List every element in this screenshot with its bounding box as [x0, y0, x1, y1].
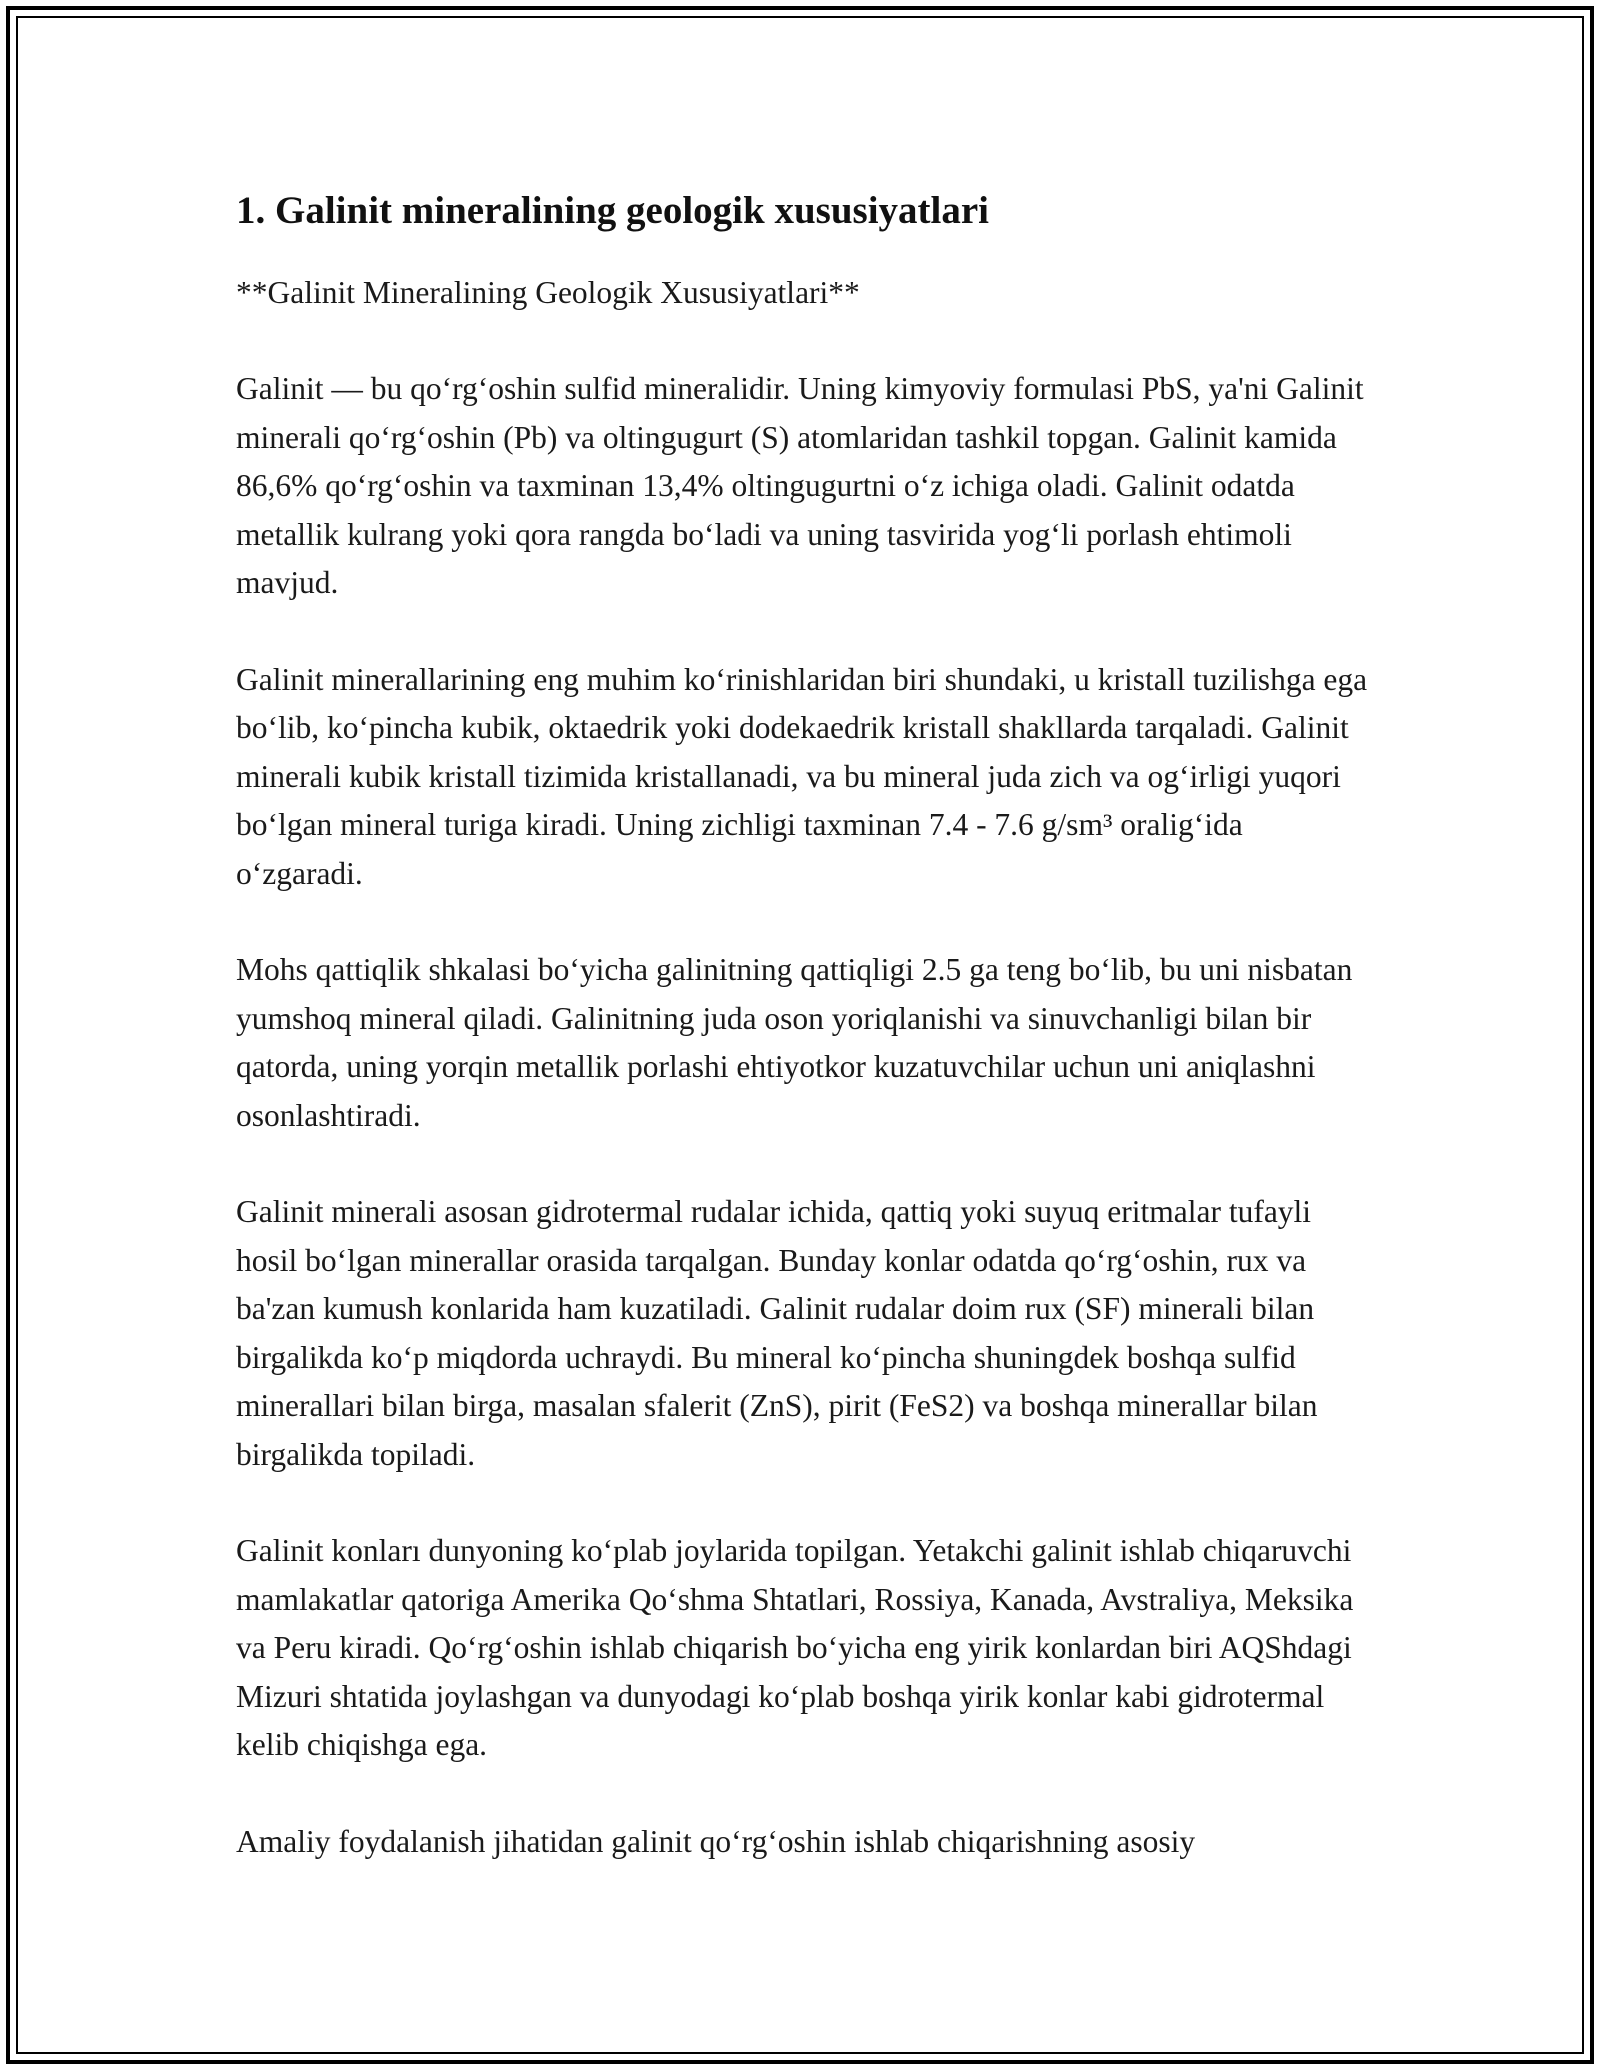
paragraph-4: Galinit minerali asosan gidrotermal rudalar ichida, qattiq yoki suyuq eritmalar tufayli hosil bo‘lgan minerallar orasida tarqalgan. Bunday konlar odatda qo‘rg‘oshin, rux va ba'zan kumush konlarida ham kuzatiladi. Galinit rudalar doim rux (SF) minerali bilan birgalikda ko‘p miqdorda uchraydi. Bu mineral ko‘pincha shuningdek boshqa sulfid minerallari bilan birga, masalan sfalerit (ZnS), pirit (FeS2) va boshqa minerallar bilan birgalikda topiladi.	[236, 1194, 1318, 1472]
paragraph-1: Galinit — bu qo‘rg‘oshin sulfid mineralidir. Uning kimyoviy formulasi PbS, ya'ni Galinit minerali qo‘rg‘oshin (Pb) va oltingugurt (S) atomlaridan tashkil topgan. Galinit kamida 86,6% qo‘rg‘oshin va taxminan 13,4% oltingugurtni o‘z ichiga oladi. Galinit odatda metallik kulrang yoki qora rangda bo‘ladi va uning tasvirida yog‘li porlash ehtimoli mavjud.	[236, 371, 1364, 601]
paragraph-5: Galinit konları dunyoning ko‘plab joylarida topilgan. Yetakchi galinit ishlab chiqaruvchi mamlakatlar qatoriga Amerika Qo‘shma Shtatlari, Rossiya, Kanada, Avstraliya, Meksika va Peru kiradi. Qo‘rg‘oshin ishlab chiqarish bo‘yicha eng yirik konlardan biri AQShdagi Mizuri shtatida joylashgan va dunyodagi ko‘plab boshqa yirik konlar kabi gidrotermal kelib chiqishga ega.	[236, 1533, 1354, 1763]
paragraph-2: Galinit minerallarining eng muhim ko‘rinishlaridan biri shundaki, u kristall tuzilishga ega bo‘lib, ko‘pincha kubik, oktaedrik yoki dodekaedrik kristall shakllarda tarqaladi. Galinit minerali kubik kristall tizimida kristallanadi, va bu mineral juda zich va og‘irligi yuqori bo‘lgan mineral turiga kiradi. Uning zichligi taxminan 7.4 - 7.6 g/sm³ oralig‘ida o‘zgaradi.	[236, 661, 1368, 891]
paragraph-6: Amaliy foydalanish jihatidan galinit qo‘rg‘oshin ishlab chiqarishning asosiy	[236, 1823, 1196, 1859]
document-body	[236, 178, 1376, 1914]
paragraph-3: Mohs qattiqlik shkalasi bo‘yicha galinitning qattiqligi 2.5 ga teng bo‘lib, bu uni nisbatan yumshoq mineral qiladi. Galinitning juda oson yoriqlanishi va sinuvchanligi bilan bir qatorda, uning yorqin metallik porlashi ehtiyotkor kuzatuvchilar uchun uni aniqlashni osonlashtiradi.	[236, 952, 1353, 1133]
section-subtitle: **Galinit Mineralining Geologik Xususiyatlari**	[236, 274, 860, 310]
section-heading: 1. Galinit mineralining geologik xususiyatlari	[236, 189, 989, 232]
